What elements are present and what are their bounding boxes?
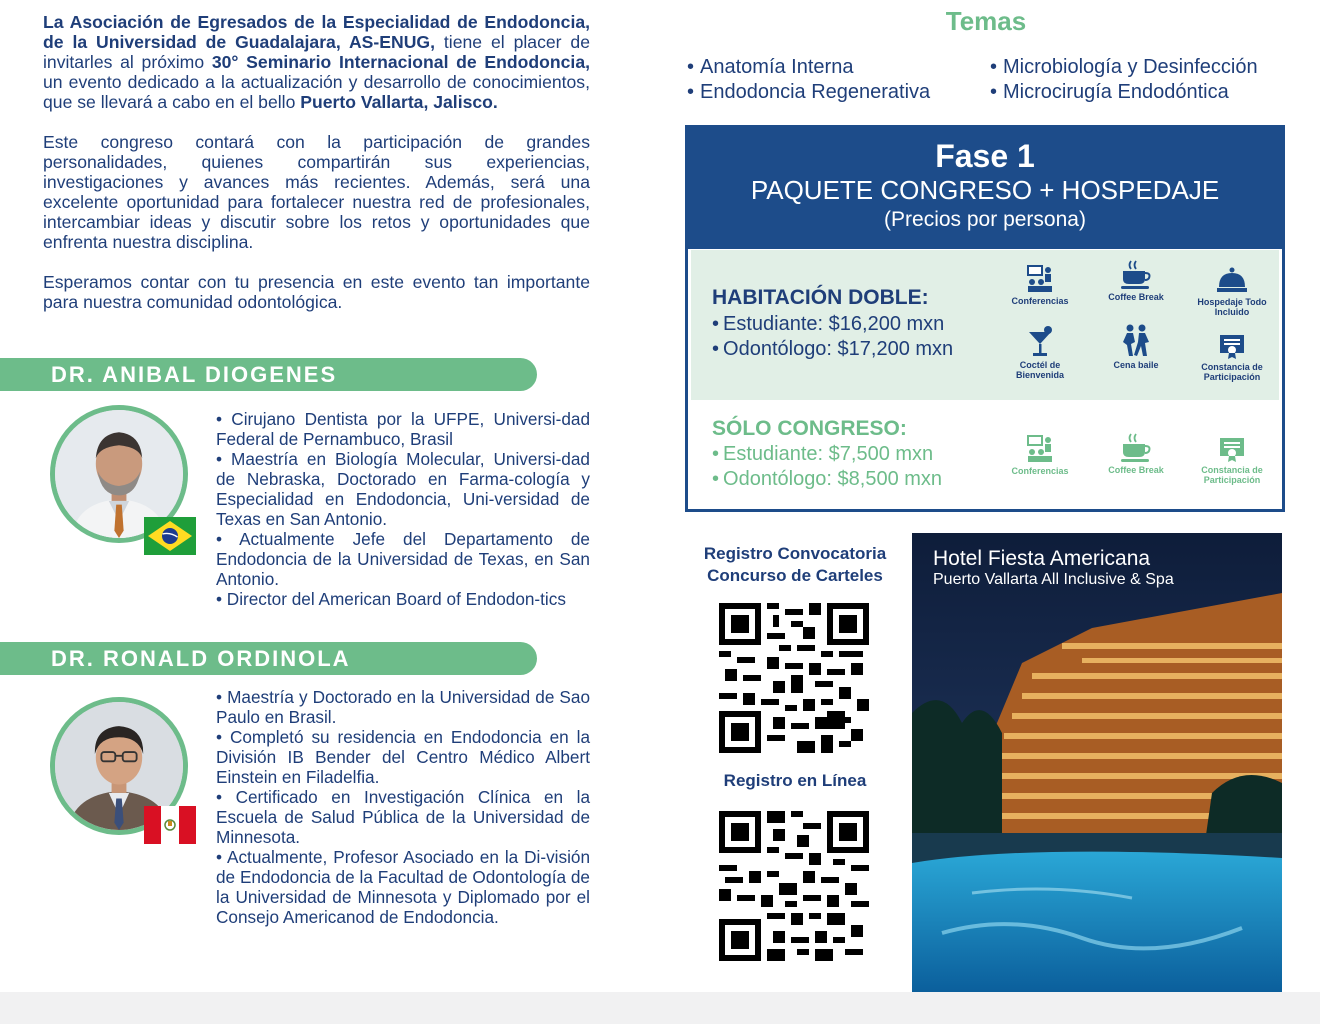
hotel-name: Hotel Fiesta Americana bbox=[933, 547, 1151, 570]
price-line: • Estudiante: $16,200 mxn bbox=[712, 312, 944, 337]
speaker-bio bbox=[216, 409, 590, 609]
intro-paragraph-3: Esperamos contar con tu presencia en este evento tan importante para nuestra comunidad odontológica. bbox=[43, 272, 590, 312]
speaker-name-bar: DR. ANIBAL DIOGENES bbox=[0, 358, 537, 391]
temas-list-right bbox=[990, 55, 1258, 105]
tema-item: • Endodoncia Regenerativa bbox=[687, 80, 930, 105]
package-title: PAQUETE CONGRESO + HOSPEDAJE bbox=[750, 175, 1220, 205]
tema-item: • Anatomía Interna bbox=[687, 55, 930, 80]
bio-item: • Certificado en Investigación Clínica en la Escuela de Salud Pública de la Universidad de Minnesota. bbox=[216, 787, 590, 847]
bio-item: • Maestría y Doctorado en la Universidad de Sao Paulo en Brasil. bbox=[216, 687, 590, 727]
bio-item: • Director del American Board of Endodon-tics bbox=[216, 589, 566, 609]
conference-icon: Conferencias bbox=[995, 434, 1085, 476]
price-line: • Estudiante: $7,500 mxn bbox=[712, 442, 933, 467]
intro-text bbox=[43, 12, 590, 332]
bio-item: • Actualmente, Profesor Asociado en la Di-visión de Endodoncia de la Facultad de Odontología de la Universidad de Minnesota y Diplomado por el Consejo Americanod de Endodoncia. bbox=[216, 847, 591, 927]
price-note: (Precios por persona) bbox=[884, 208, 1086, 231]
tema-item: • Microcirugía Endodóntica bbox=[990, 80, 1258, 105]
bio-item: • Maestría en Biología Molecular, Universi-dad de Nebraska, Doctorado en Farma-cología y Especialidad en Endodoncia, Uni-versidad de Texas en San Antonio. bbox=[216, 449, 590, 529]
certificate-icon: Constancia de Participación bbox=[1187, 437, 1277, 485]
bio-item: • Cirujano Dentista por la UFPE, Universi-dad Federal de Pernambuco, Brasil bbox=[216, 409, 591, 449]
phase-title: Fase 1 bbox=[935, 138, 1035, 174]
tema-item: • Microbiología y Desinfección bbox=[990, 55, 1258, 80]
intro-paragraph-1: La Asociación de Egresados de la Especialidad de Endodoncia, de la Universidad de Guadalajara, AS-ENUG, tiene el placer de invitarles al próximo 30° Seminario Internacional de Endodoncia, un evento dedicado a la actualización y desarrollo de conocimientos, que se llevará a cabo en el bello Puerto Vallarta, Jalisco. bbox=[43, 12, 590, 112]
temas-list-left bbox=[687, 55, 930, 105]
brazil-flag-icon bbox=[144, 517, 196, 555]
qr-code-poster-registration[interactable] bbox=[719, 603, 869, 753]
intro-paragraph-2: Este congreso contará con la participación de grandes personalidades, quienes compartirán sus experiencias, investigaciones y avances más recientes. Además, será una excelente oportunidad para fortalecer nuestra red de profesionales, intercambiar ideas y discutir sobre los retos y oportunidades que enfrenta nuestra disciplina. bbox=[43, 132, 590, 252]
price-box bbox=[685, 125, 1285, 512]
temas-title: Temas bbox=[945, 6, 1027, 36]
hotel-subtitle: Puerto Vallarta All Inclusive & Spa bbox=[933, 571, 1174, 588]
qr-code-online-registration[interactable] bbox=[719, 811, 869, 961]
dance-icon: Cena baile bbox=[1091, 324, 1181, 370]
bio-item: • Actualmente Jefe del Departamento de Endodoncia de la Universidad de Texas, en San Antonio. bbox=[216, 529, 590, 589]
price-line: • Odontólogo: $8,500 mxn bbox=[712, 467, 942, 492]
speaker-name-bar: DR. RONALD ORDINOLA bbox=[0, 642, 537, 675]
poster-registration-label: Registro Convocatoria Concurso de Carteles bbox=[703, 544, 887, 585]
service-bell-icon: Hospedaje Todo Incluido bbox=[1187, 265, 1277, 317]
coffee-icon: Coffee Break bbox=[1091, 260, 1181, 302]
cocktail-icon: Coctél de Bienvenida bbox=[995, 324, 1085, 380]
price-line: • Odontólogo: $17,200 mxn bbox=[712, 337, 953, 362]
bio-item: • Completó su residencia en Endodoncia en la División IB Bender del Centro Médico Albert Einstein en Filadelfia. bbox=[216, 727, 590, 787]
hotel-photo bbox=[912, 533, 1282, 992]
conference-icon: Conferencias bbox=[995, 264, 1085, 306]
double-room-title: HABITACIÓN DOBLE: bbox=[712, 286, 929, 309]
congress-only-title: SÓLO CONGRESO: bbox=[712, 417, 907, 440]
certificate-icon: Constancia de Participación bbox=[1187, 334, 1277, 382]
peru-flag-icon bbox=[144, 806, 196, 844]
online-registration-label: Registro en Línea bbox=[723, 771, 867, 790]
coffee-icon: Coffee Break bbox=[1091, 433, 1181, 475]
speaker-bio bbox=[216, 687, 590, 927]
price-header bbox=[688, 128, 1282, 249]
